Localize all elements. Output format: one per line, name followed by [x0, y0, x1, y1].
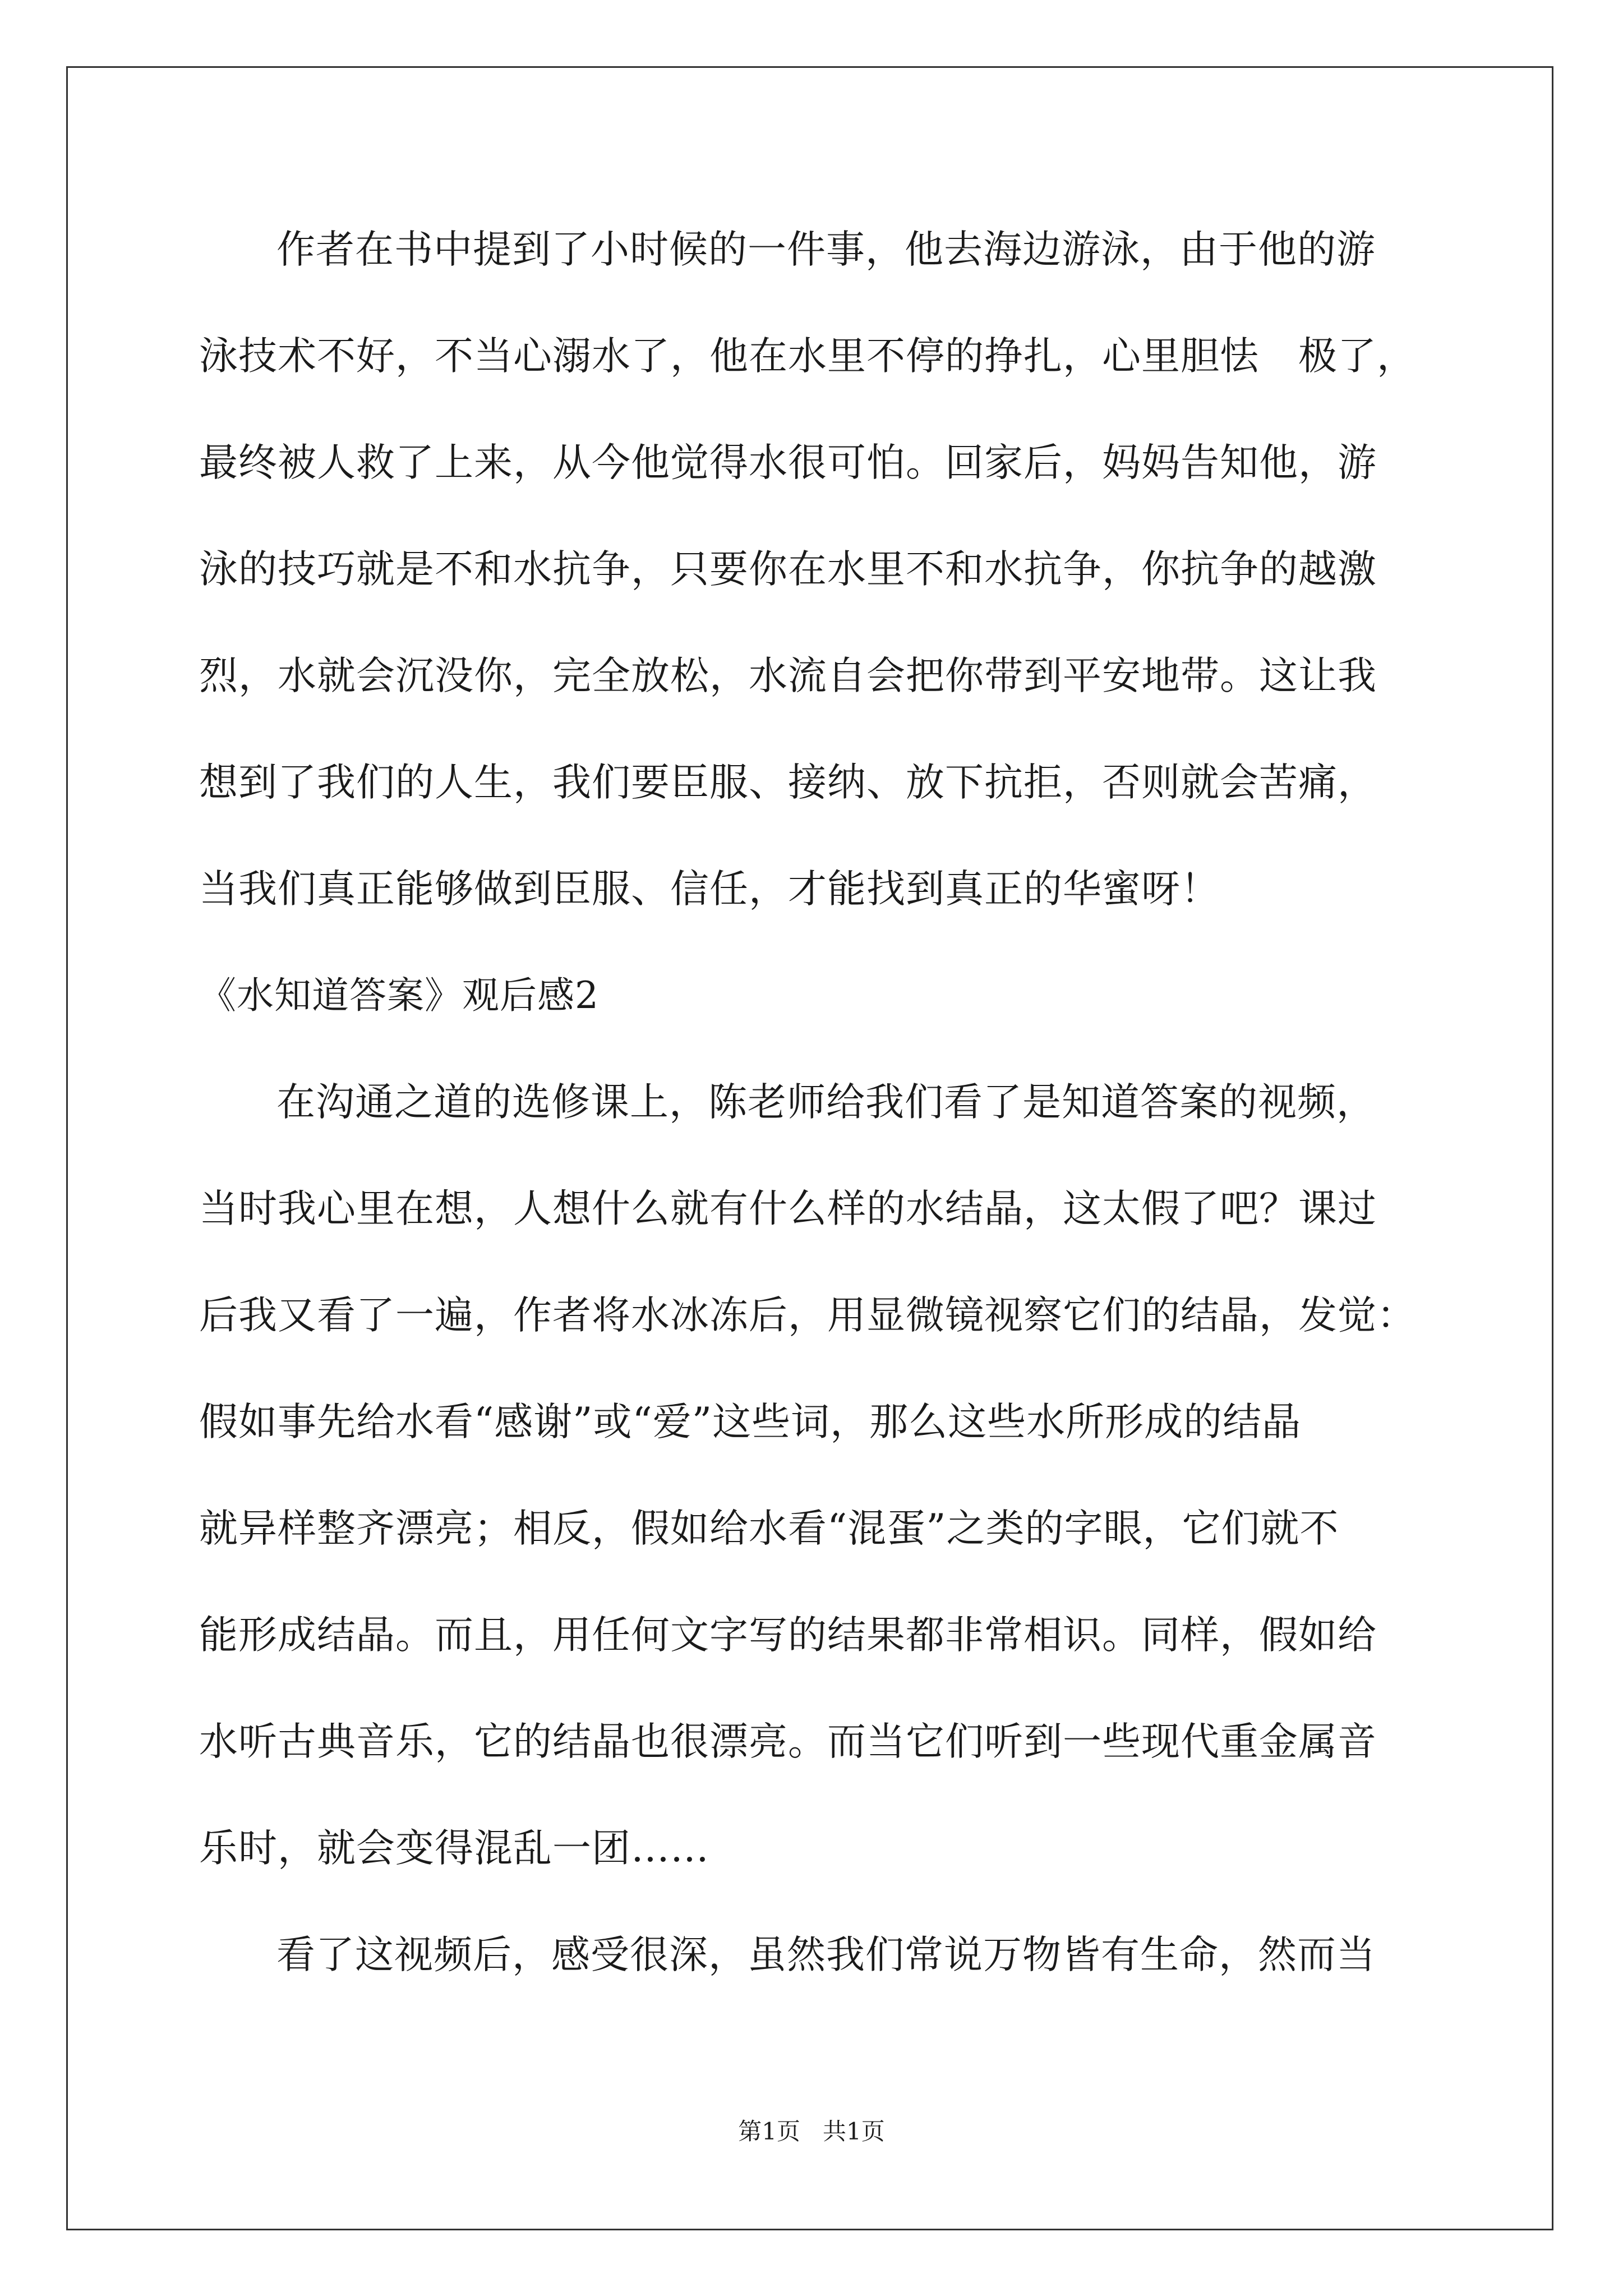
paragraph-line: 假如事先给水看“感谢”或“爱”这些词，那么这些水所形成的结晶: [199, 1400, 1302, 1444]
paragraph-line: 当时我心里在想，人想什么就有什么样的水结晶，这太假了吧？课过: [199, 1186, 1377, 1231]
paragraph-line: 泳的技巧就是不和水抗争，只要你在水里不和水抗争，你抗争的越激: [199, 547, 1377, 592]
paragraph-line: 后我又看了一遍，作者将水冰冻后，用显微镜视察它们的结晶，发觉：: [199, 1293, 1416, 1338]
paragraph-line: 水听古典音乐，它的结晶也很漂亮。而当它们听到一些现代重金属音: [199, 1719, 1377, 1764]
section-title: 《水知道答案》观后感2: [199, 974, 599, 1017]
paragraph-line: 乐时，就会变得混乱一团……: [199, 1826, 709, 1871]
paragraph-line: 作者在书中提到了小时候的一件事，他去海边游泳，由于他的游: [276, 227, 1376, 272]
page-total: 共1页: [823, 2118, 885, 2145]
paragraph-line: 想到了我们的人生，我们要臣服、接纳、放下抗拒，否则就会苦痛，: [199, 760, 1377, 805]
paragraph-line: 当我们真正能够做到臣服、信任，才能找到真正的华蜜呀！: [199, 867, 1220, 912]
paragraph-line: 最终被人救了上来，从今他觉得水很可怕。回家后，妈妈告知他，游: [199, 440, 1377, 485]
document-body: [199, 216, 1433, 2028]
paragraph-line: 就异样整齐漂亮；相反，假如给水看“混蛋”之类的字眼，它们就不: [199, 1506, 1339, 1551]
page-number: 第1页: [738, 2118, 800, 2145]
page-footer: [0, 2115, 1623, 2148]
paragraph-line: 在沟通之道的选修课上，陈老师给我们看了是知道答案的视频，: [276, 1080, 1376, 1125]
paragraph-line: 能形成结晶。而且，用任何文字写的结果都非常相识。同样，假如给: [199, 1613, 1377, 1658]
paragraph-line: 烈，水就会沉没你，完全放松，水流自会把你带到平安地带。这让我: [199, 654, 1377, 698]
paragraph-line: 泳技术不好，不当心溺水了，他在水里不停的挣扎，心里胆怯 极了，: [199, 334, 1416, 379]
paragraph-line: 看了这视频后，感受很深，虽然我们常说万物皆有生命，然而当: [276, 1932, 1376, 1977]
